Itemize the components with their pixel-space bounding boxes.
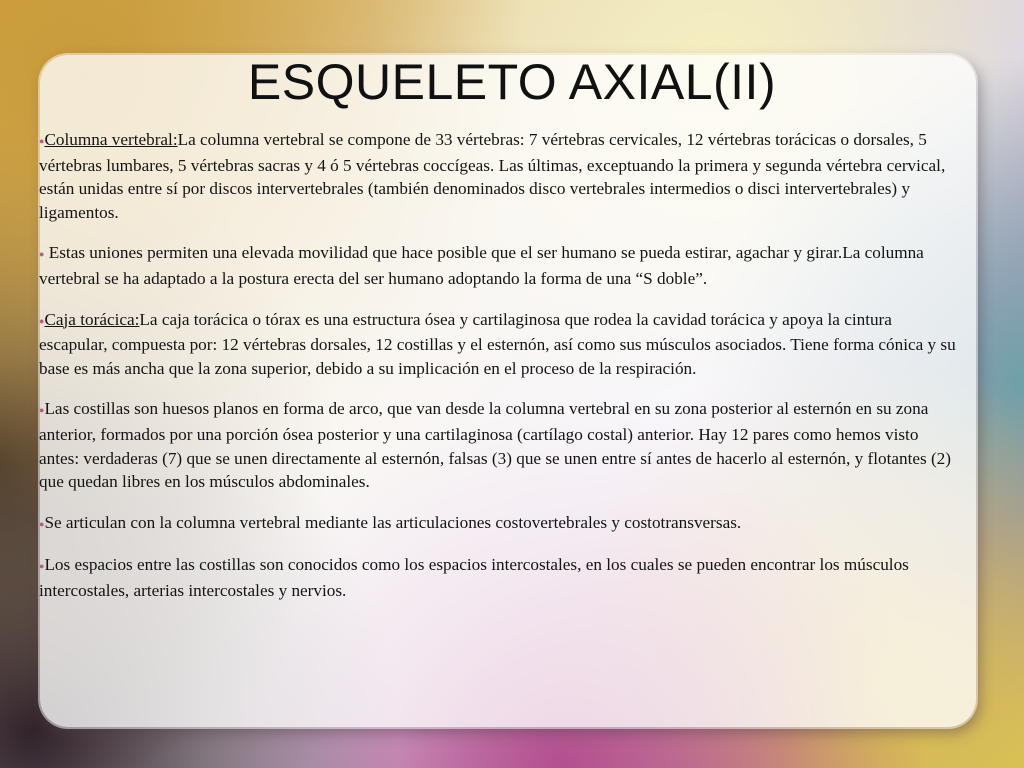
term-caja-toracica: Caja torácica: <box>44 309 140 329</box>
bullet-icon: ● <box>39 136 45 146</box>
bullet-icon: ● <box>39 405 45 416</box>
paragraph-text: La columna vertebral se compone de 33 vértebras: 7 vértebras cervicales, 12 vértebras torácicas o dorsales, 5 vértebras lumbares, 5 vértebras sacras y 4 ó 5 vértebras coccígeas. Las últimas, exceptuando la primera y segunda vértebra cervical, están unidas entre sí por discos intervertebrales (también denominados disco vertebrales intermedios o disci intervertebrales) y ligamentos. <box>39 130 946 222</box>
paragraph-articulaciones <box>39 511 959 537</box>
slide-body <box>39 128 959 620</box>
paragraph-text: La caja torácica o tórax es una estructura ósea y cartilaginosa que rodea la cavidad torácica y apoya la cintura escapular, compuesta por: 12 vértebras dorsales, 12 costillas y el esternón, así como sus músculos asociados. Tiene forma cónica y su base es más ancha que la zona superior, debido a su implicación en el proceso de la respiración. <box>39 309 956 378</box>
paragraph-text: Se articulan con la columna vertebral mediante las articulaciones costovertebrales y costotransversas. <box>44 512 742 532</box>
paragraph-espacios-intercostales <box>39 553 959 602</box>
bullet-icon: ● <box>39 249 45 260</box>
bullet-icon: ● <box>39 315 45 326</box>
paragraph-uniones <box>39 241 959 290</box>
bullet-icon: ● <box>39 561 45 572</box>
paragraph-text: Los espacios entre las costillas son conocidos como los espacios intercostales, en los cuales se pueden encontrar los músculos intercostales, arterias intercostales y nervios. <box>39 555 909 600</box>
paragraph-caja-toracica <box>39 308 959 381</box>
paragraph-columna-vertebral <box>39 128 959 224</box>
slide-title: ESQUELETO AXIAL(II) <box>247 54 777 110</box>
bullet-icon: ● <box>39 518 45 529</box>
term-columna-vertebral: Columna vertebral: <box>44 130 178 149</box>
paragraph-text: Estas uniones permiten una elevada movilidad que hace posible que el ser humano se pueda estirar, agachar y girar.La columna vertebral se ha adaptado a la postura erecta del ser humano adoptando la forma de una “S doble”. <box>39 243 924 288</box>
paragraph-text: Las costillas son huesos planos en forma de arco, que van desde la columna vertebral en su zona posterior al esternón en su zona anterior, formados por una porción ósea posterior y una cartilaginosa (cartílago costal) anterior. Hay 12 pares como hemos visto antes: verdaderas (7) que se unen directamente al esternón, falsas (3) que se unen entre sí antes de hacerlo al esternón, y flotantes (2) que quedan libres en los músculos abdominales. <box>39 399 951 492</box>
paragraph-costillas <box>39 397 959 493</box>
